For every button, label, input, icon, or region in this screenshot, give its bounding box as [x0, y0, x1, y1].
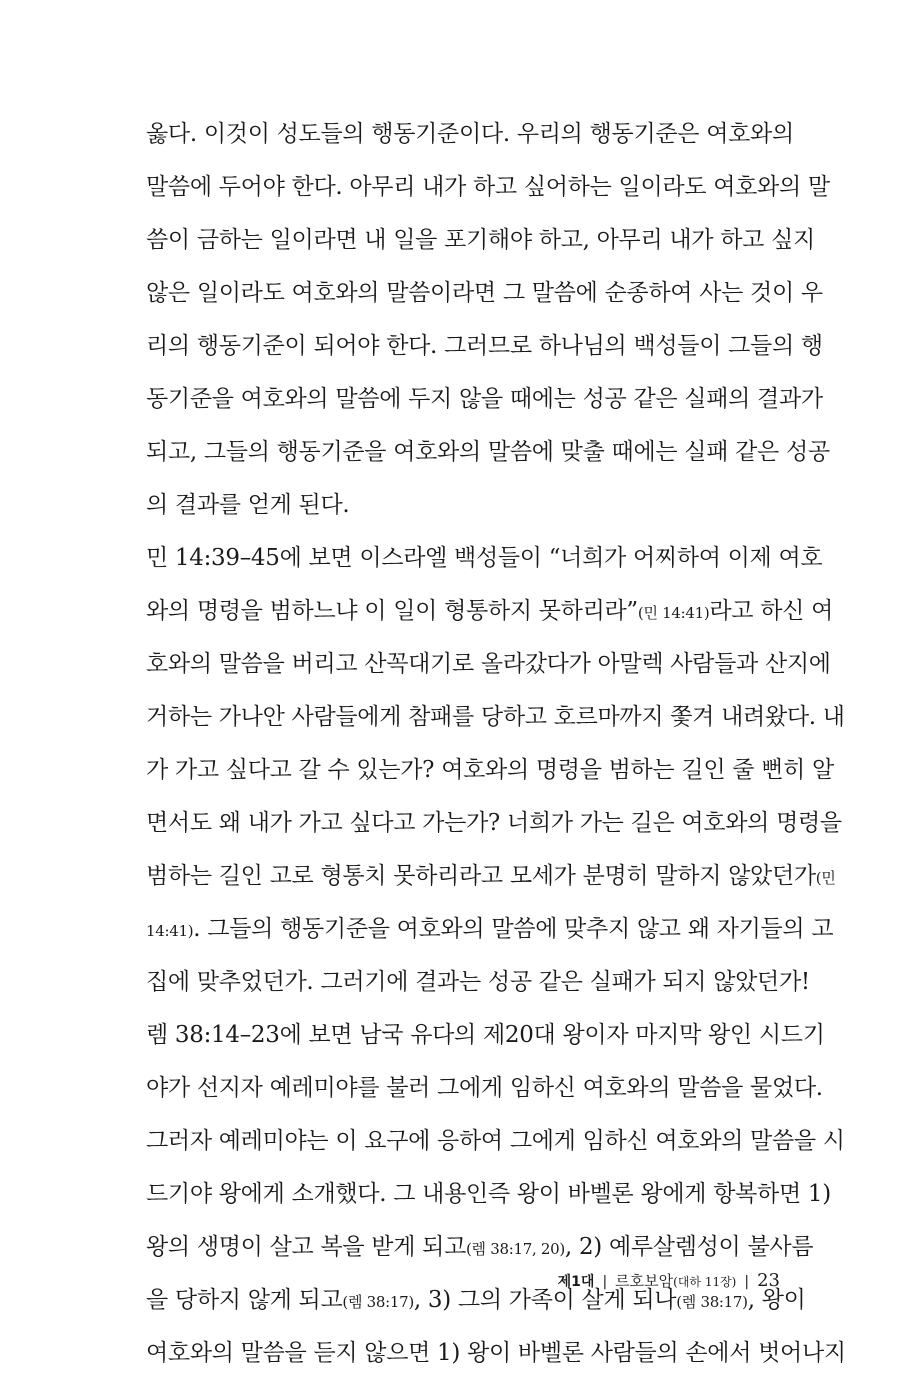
text-line: 씀이 금하는 일이라면 내 일을 포기해야 하고, 아무리 내가 하고 싶지 — [146, 227, 815, 253]
scripture-ref: 14:41) — [146, 922, 194, 940]
text-line: 리의 행동기준이 되어야 한다. 그러므로 하나님의 백성들이 그들의 행 — [146, 333, 823, 359]
section-title: 르호보암 — [615, 1272, 674, 1290]
text-span: , 왕이 — [747, 1287, 806, 1313]
text-span: 와의 명령을 범하느냐 이 일이 형통하지 못하리라” — [146, 598, 638, 624]
section-subtitle: (대하 11장) — [673, 1275, 737, 1289]
text-line: 동기준을 여호와의 말씀에 두지 않을 때에는 성공 같은 실패의 결과가 — [146, 386, 823, 412]
text-line: 여호와의 말씀을 듣지 않으면 1) 왕이 바벨론 사람들의 손에서 벗어나지 — [146, 1340, 846, 1366]
text-span: 라고 하신 여 — [709, 598, 834, 624]
text-line: 렘 38:14–23에 보면 남국 유다의 제20대 왕이자 마지막 왕인 시드기 — [146, 1022, 825, 1048]
text-line: 거하는 가나안 사람들에게 참패를 당하고 호르마까지 쫓겨 내려왔다. 내 — [146, 704, 845, 730]
text-line — [146, 903, 834, 956]
text-line — [146, 585, 834, 638]
scripture-ref: (민 14:41) — [637, 604, 710, 622]
text-line: 민 14:39–45에 보면 이스라엘 백성들이 “너희가 어찌하여 이제 여호 — [146, 545, 823, 571]
text-span: 왕의 생명이 살고 복을 받게 되고 — [146, 1234, 466, 1260]
text-span: , 2) 예루살렘성이 불사름 — [564, 1234, 814, 1260]
text-line: 호와의 말씀을 버리고 산꼭대기로 올라갔다가 아말렉 사람들과 산지에 — [146, 651, 831, 677]
text-span: . 그들의 행동기준을 여호와의 말씀에 맞추지 않고 왜 자기들의 고 — [193, 916, 834, 942]
page-body — [146, 108, 846, 1380]
scripture-ref: (렘 38:17) — [676, 1293, 748, 1311]
text-span: , 3) 그의 가족이 살게 되나 — [413, 1287, 677, 1313]
footer-separator: | — [602, 1274, 608, 1290]
text-line: 말씀에 두어야 한다. 아무리 내가 하고 싶어하는 일이라도 여호와의 말 — [146, 174, 830, 200]
text-line: 집에 맞추었던가. 그러기에 결과는 성공 같은 실패가 되지 않았던가! — [146, 969, 810, 995]
text-line: 않은 일이라도 여호와의 말씀이라면 그 말씀에 순종하여 사는 것이 우 — [146, 280, 823, 306]
text-line: 그러자 예레미야는 이 요구에 응하여 그에게 임하신 여호와의 말씀을 시 — [146, 1128, 845, 1154]
text-line — [146, 850, 836, 903]
scripture-ref: (렘 38:17) — [342, 1293, 414, 1311]
text-span: 범하는 길인 고로 형통치 못하리라고 모세가 분명히 말하지 않았던가 — [146, 863, 816, 889]
running-footer — [558, 1270, 780, 1291]
scripture-ref: (렘 38:17, 20) — [466, 1240, 565, 1258]
text-line: 야가 선지자 예레미야를 불러 그에게 임하신 여호와의 말씀을 물었다. — [146, 1075, 823, 1101]
text-line: 옳다. 이것이 성도들의 행동기준이다. 우리의 행동기준은 여호와의 — [146, 121, 794, 147]
scripture-ref: (민 — [815, 869, 836, 887]
text-line: 의 결과를 얻게 된다. — [146, 492, 350, 518]
text-span: 을 당하지 않게 되고 — [146, 1287, 343, 1313]
page-number: 23 — [757, 1270, 780, 1291]
footer-separator: | — [744, 1274, 750, 1290]
text-line: 가 가고 싶다고 갈 수 있는가? 여호와의 명령을 범하는 길인 줄 뻔히 알 — [146, 757, 834, 783]
text-line: 되고, 그들의 행동기준을 여호와의 말씀에 맞출 때에는 실패 같은 성공 — [146, 439, 830, 465]
text-line: 드기야 왕에게 소개했다. 그 내용인즉 왕이 바벨론 왕에게 항복하면 1) — [146, 1181, 831, 1207]
chapter-label: 제1대 — [557, 1274, 595, 1290]
text-line: 면서도 왜 내가 가고 싶다고 가는가? 너희가 가는 길은 여호와의 명령을 — [146, 810, 842, 836]
text-line — [146, 1221, 814, 1274]
